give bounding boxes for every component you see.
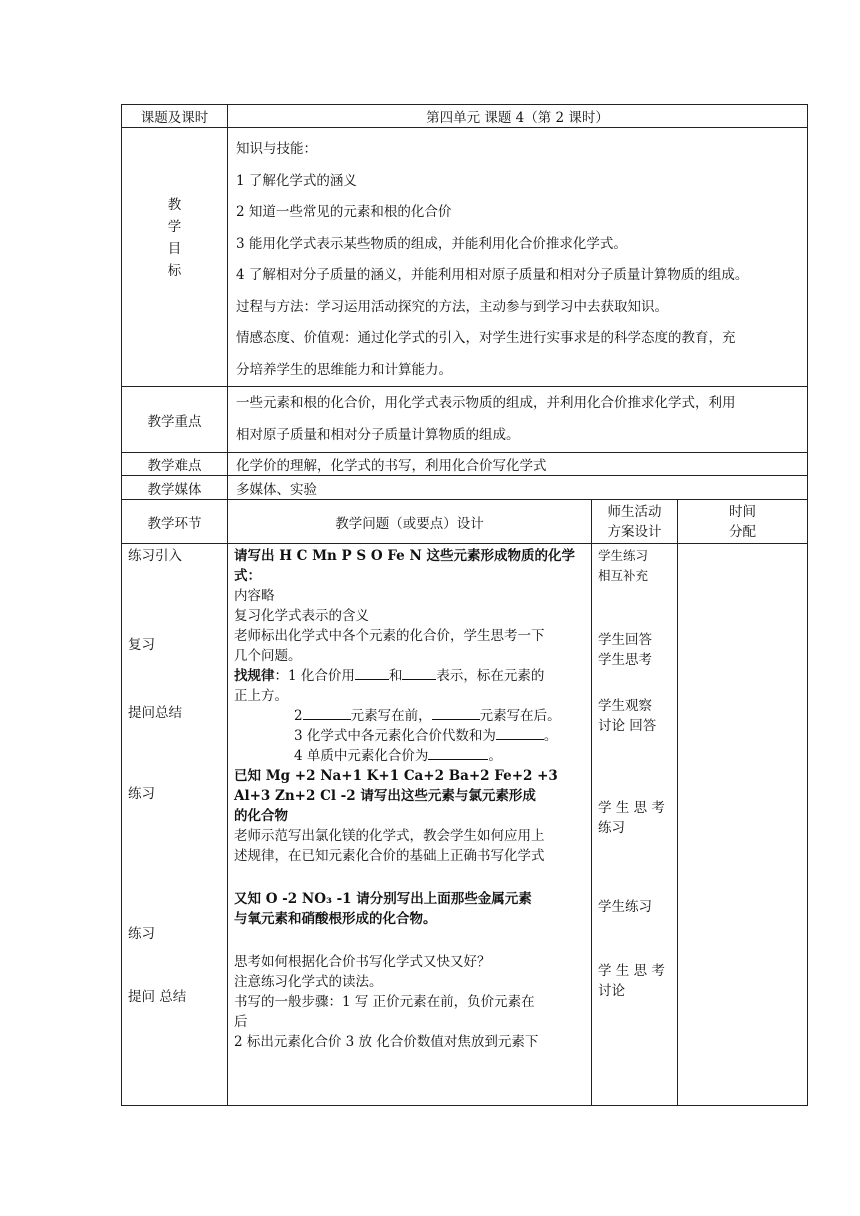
objective-line: 1 了解化学式的涵义 — [236, 172, 357, 189]
objective-line: 情感态度、价值观：通过化学式的引入，对学生进行实事求是的科学态度的教育，充 — [236, 330, 736, 346]
objectives-label-char: 学 — [167, 219, 182, 235]
objectives-label — [122, 128, 228, 387]
design-text: 4 单质中元素化合价为 — [294, 748, 429, 764]
design-line: 正上方。 — [234, 688, 288, 704]
header-label: 课题及课时 — [122, 105, 228, 128]
objectives-label-char: 标 — [167, 263, 182, 279]
objectives-label-char: 教 — [167, 197, 182, 213]
blank — [428, 746, 488, 760]
design-line: 2 标出元素化合价 3 放 化合价数值对焦放到元素下 — [234, 1034, 539, 1050]
key-points-label: 教学重点 — [122, 387, 228, 453]
stage-label: 提问总结 — [128, 705, 182, 721]
objective-line: 过程与方法：学习运用活动探究的方法，主动参与到学习中去获取知识。 — [236, 298, 668, 315]
design-line: 述规律，在已知元素化合价的基础上正确书写化学式 — [234, 848, 545, 864]
blank — [496, 726, 544, 740]
column-design: 教学问题（或要点）设计 — [228, 500, 592, 544]
media-value: 多媒体、实验 — [228, 476, 808, 500]
design-line: 的化合物 — [234, 808, 288, 824]
design-line: 老师标出化学式中各个元素的化合价，学生思考一下 — [234, 628, 545, 644]
design-column — [228, 544, 592, 1106]
design-text: 。 — [488, 748, 502, 764]
design-line: Al+3 Zn+2 Cl -2 请写出这些元素与氯元素形成 — [234, 788, 536, 804]
stage-label: 提问 总结 — [128, 989, 187, 1005]
lesson-plan-table — [121, 104, 808, 1106]
design-line: 与氧元素和硝酸根形成的化合物。 — [234, 911, 437, 927]
blank — [402, 666, 436, 680]
column-time-line1: 时间 — [729, 503, 756, 520]
design-text: 元素写在后。 — [479, 708, 561, 724]
objectives-label-char: 目 — [167, 241, 182, 257]
activity-line: 学生练习 — [598, 548, 649, 563]
design-line: 几个问题。 — [234, 648, 302, 664]
stage-label: 练习 — [128, 926, 155, 942]
design-line: 注意练习化学式的读法。 — [234, 974, 383, 990]
blank — [303, 706, 351, 720]
activity-line: 学生思考 — [598, 652, 652, 668]
stage-label: 复习 — [128, 637, 155, 653]
design-line: 已知 Mg +2 Na+1 K+1 Ca+2 Ba+2 Fe+2 +3 — [234, 768, 558, 784]
activity-line: 练习 — [598, 820, 625, 836]
design-line: 思考如何根据化合价书写化学式又快又好？ — [234, 954, 491, 970]
activity-line: 讨论 回答 — [598, 718, 657, 734]
design-line: 书写的一般步骤：1 写 正价元素在前，负价元素在 — [234, 994, 535, 1010]
design-text: 表示，标在元素的 — [436, 668, 545, 684]
design-line: 后 — [234, 1014, 248, 1030]
design-line — [234, 746, 591, 766]
column-time-line2: 分配 — [729, 523, 756, 540]
stage-column — [122, 544, 228, 1106]
rule-heading: 找规律 — [234, 668, 275, 684]
activity-column — [592, 544, 678, 1106]
design-line: 内容略 — [234, 588, 275, 604]
design-text: 3 化学式中各元素化合价代数和为 — [294, 728, 496, 744]
difficulty-label: 教学难点 — [122, 453, 228, 476]
activity-line: 学生练习 — [598, 899, 652, 915]
design-line — [234, 706, 591, 726]
column-activity — [592, 500, 678, 544]
design-line — [234, 666, 591, 686]
key-point-line: 一些元素和根的化合价，用化学式表示物质的组成，并利用化合价推求化学式，利用 — [236, 395, 736, 411]
design-text: 和 — [388, 668, 403, 684]
stage-label: 练习 — [128, 786, 155, 802]
design-line: 式： — [234, 568, 261, 584]
difficulty-value: 化学价的理解，化学式的书写，利用化合价写化学式 — [228, 453, 808, 476]
design-line: 又知 O -2 NO₃ -1 请分别写出上面那些金属元素 — [234, 891, 532, 907]
activity-line: 学 生 思 考 — [598, 963, 665, 979]
column-activity-line2: 方案设计 — [607, 523, 662, 540]
design-line: 请写出 H C Mn P S O Fe N 这些元素形成物质的化学 — [234, 548, 575, 564]
column-activity-line1: 师生活动 — [607, 503, 662, 520]
design-line: 老师示范写出氯化镁的化学式，教会学生如何应用上 — [234, 828, 545, 844]
media-label: 教学媒体 — [122, 476, 228, 500]
objective-line: 知识与技能： — [236, 141, 317, 157]
objective-line: 4 了解相对分子质量的涵义，并能利用相对原子质量和相对分子质量计算物质的组成。 — [236, 267, 749, 283]
lesson-title: 第四单元 课题 4（第 2 课时） — [228, 105, 808, 128]
column-stage: 教学环节 — [122, 500, 228, 544]
activity-line: 学 生 思 考 — [598, 800, 665, 816]
design-text: 。 — [543, 728, 558, 744]
key-points-content — [228, 387, 808, 453]
design-text: 2 — [294, 708, 303, 724]
activity-line: 讨论 — [598, 983, 625, 999]
activity-line: 学生回答 — [598, 632, 652, 648]
blank — [432, 706, 480, 720]
activity-line: 相互补充 — [598, 568, 649, 583]
design-line — [234, 726, 591, 746]
objective-line: 2 知道一些常见的元素和根的化合价 — [236, 204, 452, 220]
key-point-line: 相对原子质量和相对分子质量计算物质的组成。 — [236, 426, 520, 443]
stage-label: 练习引入 — [128, 548, 182, 564]
objectives-content — [228, 128, 808, 387]
column-time — [678, 500, 808, 544]
objective-line: 分培养学生的思维能力和计算能力。 — [236, 361, 452, 378]
design-text: ：1 化合价用 — [274, 668, 355, 684]
activity-line: 学生观察 — [598, 698, 652, 714]
blank — [355, 666, 389, 680]
design-text: 元素写在前， — [350, 708, 432, 724]
time-column — [678, 544, 808, 1106]
design-line: 复习化学式表示的含义 — [234, 608, 369, 624]
objective-line: 3 能用化学式表示某些物质的组成，并能利用化合价推求化学式。 — [236, 235, 627, 252]
